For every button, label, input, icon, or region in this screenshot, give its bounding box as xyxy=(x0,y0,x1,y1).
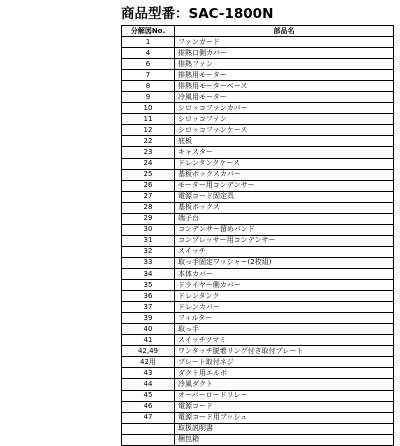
diagram-number-cell: 35 xyxy=(122,280,175,291)
part-name-cell: モーター用コンデンサー xyxy=(175,180,394,191)
part-name-cell: ドライヤー側カバー xyxy=(175,280,394,291)
part-name-cell: 排熱用モーターベース xyxy=(175,81,394,92)
diagram-number-cell: 26 xyxy=(122,180,175,191)
part-name-cell: プレート取付ネジ xyxy=(175,357,394,368)
table-row xyxy=(122,37,394,48)
diagram-number-cell: 6 xyxy=(122,59,175,70)
table-row xyxy=(122,114,394,125)
table-row xyxy=(122,202,394,213)
part-name-cell: 排熱ファン xyxy=(175,59,394,70)
part-name-cell: ワンタッチ脱着リング付き取付プレート xyxy=(175,346,394,357)
diagram-number-cell: 24 xyxy=(122,158,175,169)
part-name-cell: キャスター xyxy=(175,147,394,158)
table-row xyxy=(122,59,394,70)
header-diagram-number: 分解図No. xyxy=(122,26,175,37)
diagram-number-cell: 34 xyxy=(122,268,175,279)
header-part-name: 部品名 xyxy=(175,26,394,37)
table-row xyxy=(122,92,394,103)
table-row xyxy=(122,313,394,324)
part-name-cell: シロッコファンケース xyxy=(175,125,394,136)
diagram-number-cell: 32 xyxy=(122,246,175,257)
part-name-cell: 本体カバー xyxy=(175,268,394,279)
diagram-number-cell: 39 xyxy=(122,313,175,324)
parts-table-body xyxy=(122,37,394,446)
diagram-number-cell: 40 xyxy=(122,324,175,335)
diagram-number-cell: 23 xyxy=(122,147,175,158)
table-row xyxy=(122,81,394,92)
part-name-cell: ドレンカバー xyxy=(175,302,394,313)
table-row xyxy=(122,147,394,158)
diagram-number-cell: 7 xyxy=(122,70,175,81)
table-row xyxy=(122,346,394,357)
diagram-number-cell: 29 xyxy=(122,213,175,224)
table-row xyxy=(122,302,394,313)
table-row xyxy=(122,335,394,346)
part-name-cell: シロッコファンカバー xyxy=(175,103,394,114)
part-name-cell: コンデンサー留めバンド xyxy=(175,224,394,235)
diagram-number-cell: 45 xyxy=(122,390,175,401)
diagram-number-cell: 41 xyxy=(122,335,175,346)
part-name-cell: ダクト用エルボ xyxy=(175,368,394,379)
table-row xyxy=(122,169,394,180)
part-name-cell: 排熱口側カバー xyxy=(175,48,394,59)
table-row xyxy=(122,280,394,291)
part-name-cell: コンプレッサー用コンデンサー xyxy=(175,235,394,246)
table-row xyxy=(122,246,394,257)
diagram-number-cell: 44 xyxy=(122,379,175,390)
diagram-number-cell xyxy=(122,423,175,434)
diagram-number-cell: 1 xyxy=(122,37,175,48)
diagram-number-cell: 25 xyxy=(122,169,175,180)
table-row xyxy=(122,257,394,268)
part-name-cell: オーバーロードリレー xyxy=(175,390,394,401)
table-row xyxy=(122,368,394,379)
table-row xyxy=(122,213,394,224)
table-row xyxy=(122,103,394,114)
diagram-number-cell: 33 xyxy=(122,257,175,268)
diagram-number-cell: 4 xyxy=(122,48,175,59)
diagram-number-cell: 42,49 xyxy=(122,346,175,357)
diagram-number-cell: 46 xyxy=(122,401,175,412)
table-row xyxy=(122,401,394,412)
diagram-number-cell: 43 xyxy=(122,368,175,379)
table-row xyxy=(122,412,394,423)
part-name-cell: 電源コード固定具 xyxy=(175,191,394,202)
diagram-number-cell: 8 xyxy=(122,81,175,92)
table-row xyxy=(122,434,394,445)
diagram-number-cell: 47 xyxy=(122,412,175,423)
table-row xyxy=(122,125,394,136)
part-name-cell: 取っ手固定ワッシャー(2枚組) xyxy=(175,257,394,268)
part-name-cell: フィルター xyxy=(175,313,394,324)
table-row xyxy=(122,136,394,147)
diagram-number-cell: 11 xyxy=(122,114,175,125)
table-row xyxy=(122,324,394,335)
table-row xyxy=(122,235,394,246)
table-row xyxy=(122,70,394,81)
diagram-number-cell: 12 xyxy=(122,125,175,136)
part-name-cell: シロッコファン xyxy=(175,114,394,125)
part-name-cell: 取っ手 xyxy=(175,324,394,335)
part-name-cell: 冷風ダクト xyxy=(175,379,394,390)
part-name-cell: 冷風用モーター xyxy=(175,92,394,103)
diagram-number-cell: 10 xyxy=(122,103,175,114)
part-name-cell: 取扱説明書 xyxy=(175,423,394,434)
part-name-cell: スイッチツマミ xyxy=(175,335,394,346)
diagram-number-cell: 22 xyxy=(122,136,175,147)
part-name-cell: ファンガード xyxy=(175,37,394,48)
diagram-number-cell: 37 xyxy=(122,302,175,313)
diagram-number-cell: 42用 xyxy=(122,357,175,368)
part-name-cell: スイッチ xyxy=(175,246,394,257)
table-row xyxy=(122,390,394,401)
product-model-title: 商品型番：SAC-1800N xyxy=(121,6,274,22)
parts-table xyxy=(121,25,394,446)
table-row xyxy=(122,180,394,191)
part-name-cell: 排熱用モーター xyxy=(175,70,394,81)
table-row xyxy=(122,48,394,59)
table-row xyxy=(122,423,394,434)
table-row xyxy=(122,191,394,202)
table-row xyxy=(122,158,394,169)
part-name-cell: 基板ボックス xyxy=(175,202,394,213)
part-name-cell: 基板ボックスカバー xyxy=(175,169,394,180)
diagram-number-cell: 36 xyxy=(122,291,175,302)
diagram-number-cell xyxy=(122,434,175,445)
part-name-cell: ドレンタンク xyxy=(175,291,394,302)
diagram-number-cell: 30 xyxy=(122,224,175,235)
part-name-cell: 電源コード xyxy=(175,401,394,412)
diagram-number-cell: 28 xyxy=(122,202,175,213)
part-name-cell: 端子台 xyxy=(175,213,394,224)
part-name-cell: ドレンタンクケース xyxy=(175,158,394,169)
table-row xyxy=(122,291,394,302)
part-name-cell: 梱包箱 xyxy=(175,434,394,445)
part-name-cell: 電源コード用ブッシュ xyxy=(175,412,394,423)
diagram-number-cell: 27 xyxy=(122,191,175,202)
table-row xyxy=(122,268,394,279)
table-header-row xyxy=(122,26,394,37)
table-row xyxy=(122,379,394,390)
table-row xyxy=(122,224,394,235)
table-row xyxy=(122,357,394,368)
diagram-number-cell: 31 xyxy=(122,235,175,246)
diagram-number-cell: 9 xyxy=(122,92,175,103)
part-name-cell: 底板 xyxy=(175,136,394,147)
